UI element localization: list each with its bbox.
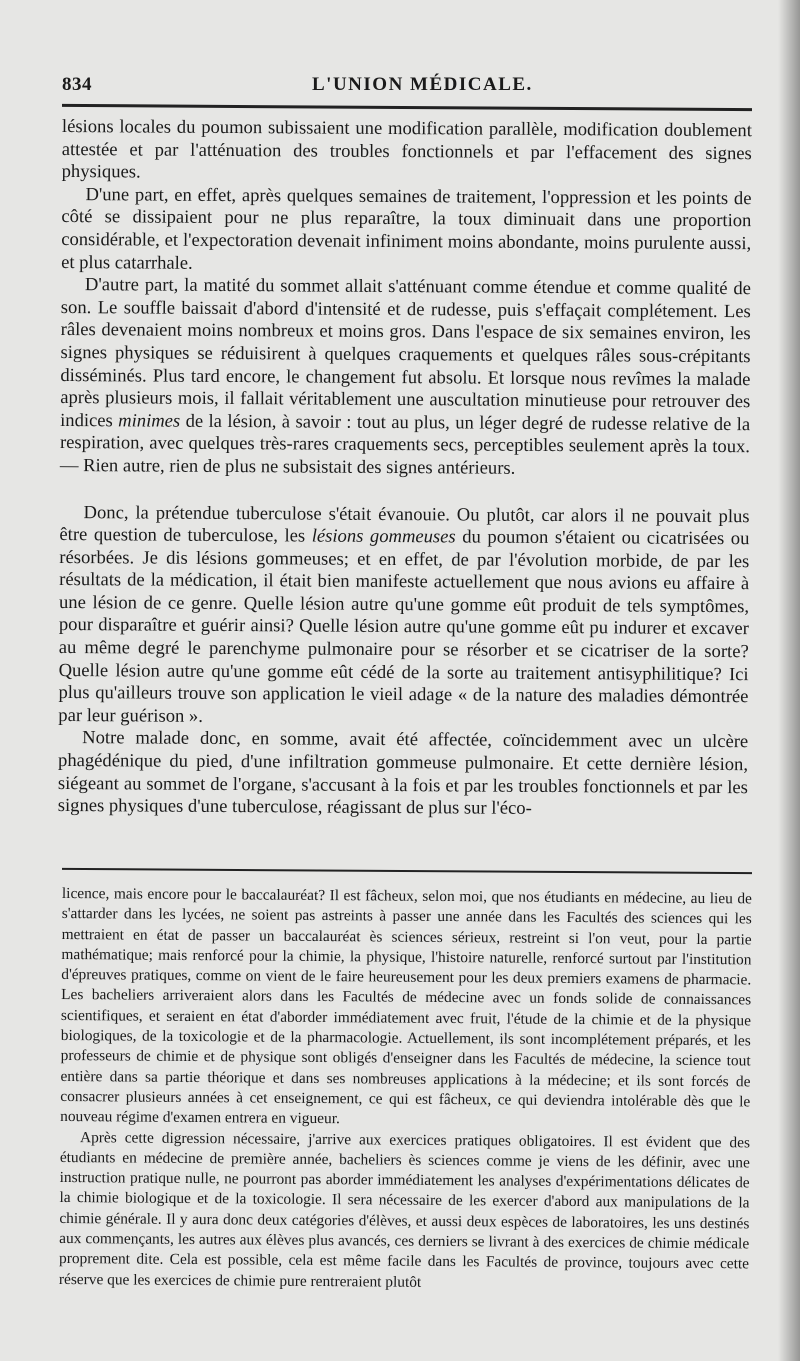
italic-term: minimes [118, 410, 181, 432]
italic-term: lésions gommeuses [311, 525, 456, 548]
footnote-rule [62, 868, 752, 874]
paragraph: D'une part, en effet, après quelques semaines de traitement, l'oppression et les points de côté se dissipaient pour ne plus reparaître, la toux diminuait dans une proportion considérable, et l'expectoration devenait infiniment moins abondante, moins purulente aussi, et plus catarrhale. [61, 183, 752, 274]
main-text-body [58, 116, 752, 822]
paragraph-text: de la lésion, à savoir : tout au plus, un léger degré de rudesse relative de la respiration, avec quelques très-rares craquements secs, perceptibles seulement après la toux. — Rien autre, rien de plus ne subsistait des signes antérieurs. [59, 410, 751, 479]
footnote-paragraph: licence, mais encore pour le baccalauréat? Il est fâcheux, selon moi, que nos étudiants en médecine, au lieu de s'attarder dans les lycées, ne soient pas astreints à passer une année dans les Facultés des sciences qui les mettraient en état de passer un baccalauréat ès sciences sérieux, restreint si l'on veut, pour la partie mathématique; mais renforcé pour la chimie, la physique, l'histoire naturelle, renforcé surtout par l'institution d'épreuves pratiques, comme on vient de le faire heureusement pour les deux premiers examens de pharmacie. Les bacheliers arriveraient alors dans les Facultés de médecine avec un fonds solide de connaissances scientifiques, et seraient en état d'aborder immédiatement avec fruit, l'étude de la chimie et de la physique biologiques, de la toxicologie et de la pharmacologie. Actuellement, ils sont incomplétement préparés, et les professeurs de chimie et de physique sont obligés d'enseigner dans les Facultés de médecine, la science tout entière dans sa partie théorique et dans ses nombreuses applications à la médecine; et ils sont forcés de consacrer plusieurs années à cet enseignement, ce qui est fâcheux, ce qui deviendra intolérable dès que le nouveau régime d'examen entrera en vigueur. [60, 884, 752, 1128]
paragraph: lésions locales du poumon subissaient une modification parallèle, modification doublement attestée et par l'atténuation des troubles fonctionnels et par l'effacement des signes physiques. [61, 116, 752, 183]
paragraph-text: D'autre part, la matité du sommet allait s'atténuant comme étendue et comme qualité de son. Le souffle baissait d'abord d'intensité et de rudesse, puis s'effaçait complétement. Les râles devenaient moins nombreux et moins gros. Dans l'espace de six semaines environ, les signes physiques se réduisirent à quelques craquements et quelques râles sous-crépitants disséminés. Plus tard encore, le changement fut absolu. Et lorsque nous revîmes la malade après plusieurs mois, il fallait véritablement une auscultation minutieuse pour retrouver des indices [60, 274, 752, 432]
paragraph-text: Donc, la prétendue tuberculose s'était évanouie. Ou plutôt, car alors il ne pouvait plus être question de tuberculose, les [59, 501, 750, 547]
paragraph-text: du poumon s'étaient ou cicatrisées ou résorbées. Je dis lésions gommeuses; et en effet, de par l'évolution morbide, de par les résultats de la médication, il était bien manifeste actuellement que nous avions eu affaire à une lésion de ce genre. Quelle lésion autre qu'une gomme eût produit de tels symptômes, pour disparaître et guérir ainsi? Quelle lésion autre qu'une gomme eût pu indurer et excaver au même degré le parenchyme pulmonaire pour se résorber et se cicatriser de la sorte? Quelle lésion autre qu'une gomme eût cédé de la sorte au traitement antisyphilitique? Ici plus qu'ailleurs trouve son application le vieil adage « de la nature des maladies démontrée par leur guérison ». [58, 526, 750, 727]
page-header [62, 74, 752, 104]
paragraph [58, 501, 749, 731]
page-number: 834 [62, 74, 92, 95]
page-edge-shadow [778, 0, 800, 1361]
paragraph: Notre malade donc, en somme, avait été affectée, coïncidemment avec un ulcère phagédénique du pied, d'une infiltration gommeuse pulmonaire. Et cette dernière lésion, siégeant au sommet de l'organe, s'accusant à la fois et par les troubles fonctionnels et par les signes physiques d'une tuberculose, réagissant de plus sur l'éco- [57, 727, 749, 820]
footnote-body [59, 884, 752, 1295]
running-title: L'UNION MÉDICALE. [312, 74, 533, 95]
footnote-paragraph: Après cette digression nécessaire, j'arrive aux exercices pratiques obligatoires. Il est évident que des étudiants en médecine de première année, bacheliers ès sciences comme je viens de les définir, avec une instruction pratique nulle, ne pourront pas aborder immédiatement les analyses d'expérimentations délicates de la chimie biologique et de la toxicologie. Il sera nécessaire de les exercer d'abord aux manipulations de la chimie générale. Il y aura donc deux catégories d'élèves, et aussi deux espèces de laboratoires, les uns destinés aux commençants, les autres aux élèves plus avancés, ces derniers se livrant à des exercices de chimie médicale proprement dite. Cela est possible, cela est même facile dans les Facultés de province, toujours avec cette réserve que les exercices de chimie pure rentreraient plutôt [58, 1128, 751, 1291]
header-rule [62, 104, 752, 111]
paragraph [60, 274, 751, 482]
